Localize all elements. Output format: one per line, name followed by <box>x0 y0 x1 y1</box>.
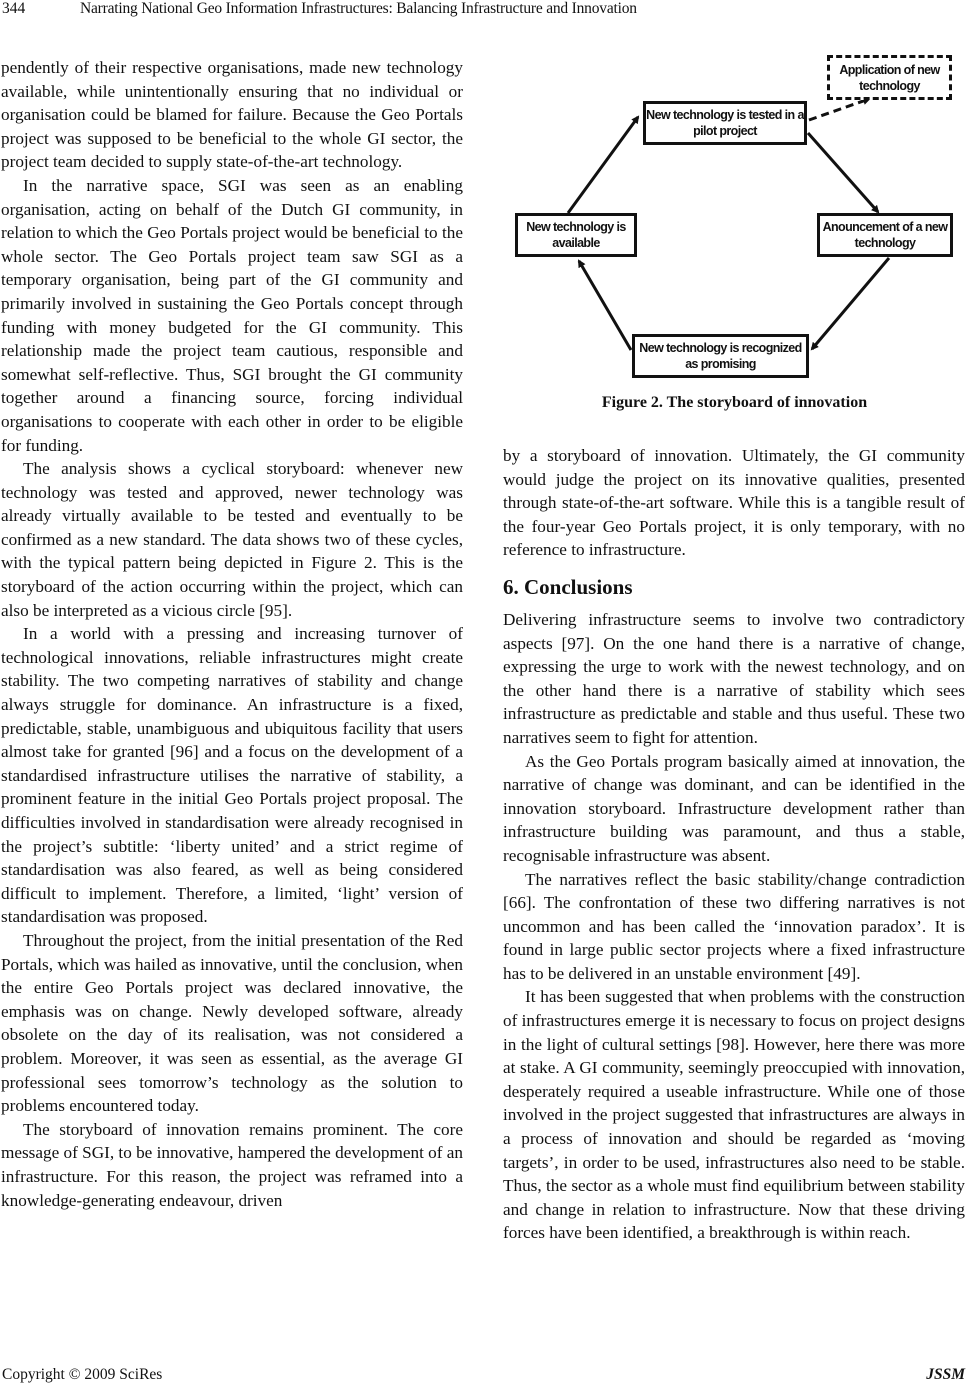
box-available: New technology is available <box>515 213 637 257</box>
box-application: Application of new technology <box>827 55 952 100</box>
left-column <box>1 56 463 1212</box>
box-recognized: New technology is recognized as promising <box>632 334 809 378</box>
paragraph: Delivering infrastructure seems to involve two contradictory aspects [97]. On the one hand there is a narrative of change, expressing the urge to work with the newest technology, and on the other hand there is a narrative of stability which sees infrastructure as predictable and stable and thus useful. These two narratives seem to fight for attention. <box>503 609 965 747</box>
paragraph: As the Geo Portals program basically aimed at innovation, the narrative of change was dominant, and can be identified in the innovation storyboard. Infrastructure development rather than infrastructure building was paramount, and thus a stable, recognisable infrastructure was absent. <box>503 751 965 865</box>
paragraph: The analysis shows a cyclical storyboard: whenever new technology was tested and approved, newer technology was already virtually available to be tested and eventually to be confirmed as a new standard. The data shows two of these cycles, with the typical pattern being depicted in Figure 2. This is the storyboard of the action occurring within the project, which can also be interpreted as a vicious circle [95]. <box>1 459 463 620</box>
figure-storyboard <box>500 40 969 420</box>
right-column <box>503 444 965 1245</box>
arrow-down-right <box>808 133 878 212</box>
paragraph: The narratives reflect the basic stability/change contradiction [66]. The confrontation of these two differing narratives is not uncommon and has been called the ‘innovation paradox’. It is found in large public sector projects where a fixed infrastructure has to be delivered in an unstable environment [49]. <box>503 869 965 983</box>
paragraph: Throughout the project, from the initial presentation of the Red Portals, which was hailed as innovative, until the conclusion, when the entire Geo Portals project was declared innovative, the emphasis was on change. Newly developed software, already obsolete on the day of its realisation, was not considered a problem. Moreover, it was seen as essential, as the average GI professional sees tomorrow’s technology as the solution to problems encountered today. <box>1 930 463 1116</box>
arrow-up-right-side <box>579 261 631 350</box>
box-tested-in-pilot: New technology is tested in a pilot project <box>643 101 807 145</box>
journal-abbrev: JSSM <box>926 1366 965 1383</box>
running-header <box>0 0 969 22</box>
paragraph: pendently of their respective organisations, made new technology available, while unintentionally ensuring that no individual or organisation could be blamed for failure. Because the Geo Portals project was supposed to be beneficial to the whole GI sector, the project team decided to supply state-of-the-art technology. <box>1 58 463 172</box>
figure-caption: Figure 2. The storyboard of innovation <box>601 394 868 411</box>
running-title: Narrating National Geo Information Infrastructures: Balancing Infrastructure and Innovation <box>80 0 637 17</box>
copyright-notice: Copyright © 2009 SciRes <box>2 1366 163 1383</box>
paragraph: by a storyboard of innovation. Ultimately, the GI community would judge the project on its innovative qualities, presented through state-of-the-art software. While this is a tangible result of the four-year Geo Portals project, it is only temporary, with no reference to infrastructure. <box>503 446 965 560</box>
arrow-down-left <box>812 258 889 349</box>
paragraph: It has been suggested that when problems with the construction of infrastructures emerge it is necessary to focus on project designs in the light of cultural settings [98]. However, here there was more at stake. A GI community, seemingly preoccupied with innovation, desperately required a useable infrastructure. While one of those involved in the project suggested that infrastructures are always in a process of innovation and should be regarded as ‘moving targets’, in order to be used, infrastructures also need to be stable. Thus, the sector as a whole must find equilibrium between stability and change in relation to infrastructure. Now that these driving forces have been identified, a breakthrough is within reach. <box>503 987 965 1243</box>
box-announcement: Anouncement of a new technology <box>817 213 953 257</box>
paragraph: The storyboard of innovation remains prominent. The core message of SGI, to be innovative, hampered the development of an infrastructure. For this reason, the project was reframed into a knowledge-generating endeavour, driven <box>1 1119 464 1210</box>
paragraph: In a world with a pressing and increasing turnover of technological innovations, reliable infrastructures might create stability. The two competing narratives of stability and change always struggle for dominance. An infrastructure is a fixed, predictable, stable, unambiguous and ubiquitous facility that users almost take for granted [96] and a focus on the development of a standardised infrastructure utilises the narrative of stability, a prominent feature in the initial Geo Portals project proposal. The difficulties involved in standardisation were already recognised in the project’s subtitle: ‘liberty united’ and a strict regime of standardisation was also feared, as well as being considered difficult to implement. Therefore, a limited, ‘light’ version of standardisation was proposed. <box>1 624 463 927</box>
page-footer <box>0 1366 969 1386</box>
paragraph: In the narrative space, SGI was seen as an enabling organisation, acting on behalf of the Dutch GI community, in relation to which the Geo Portals project would be beneficial to the whole sector. The Geo Portals project team saw SGI as a temporary organisation, being part of the GI community and primarily involved in sustaining the Geo Portals concept through funding with money budgeted for the GI community. This relationship made the project team cautious, responsible and somewhat self-reflective. Thus, SGI brought the GI community together around a financing source, forcing individual organisations to cooperate with each other in order to be eligible for funding. <box>1 175 463 455</box>
page-number: 344 <box>2 0 26 17</box>
arrow-dashed <box>809 99 869 120</box>
section-heading: 6. Conclusions <box>503 574 633 599</box>
arrow-up-left <box>568 117 638 213</box>
